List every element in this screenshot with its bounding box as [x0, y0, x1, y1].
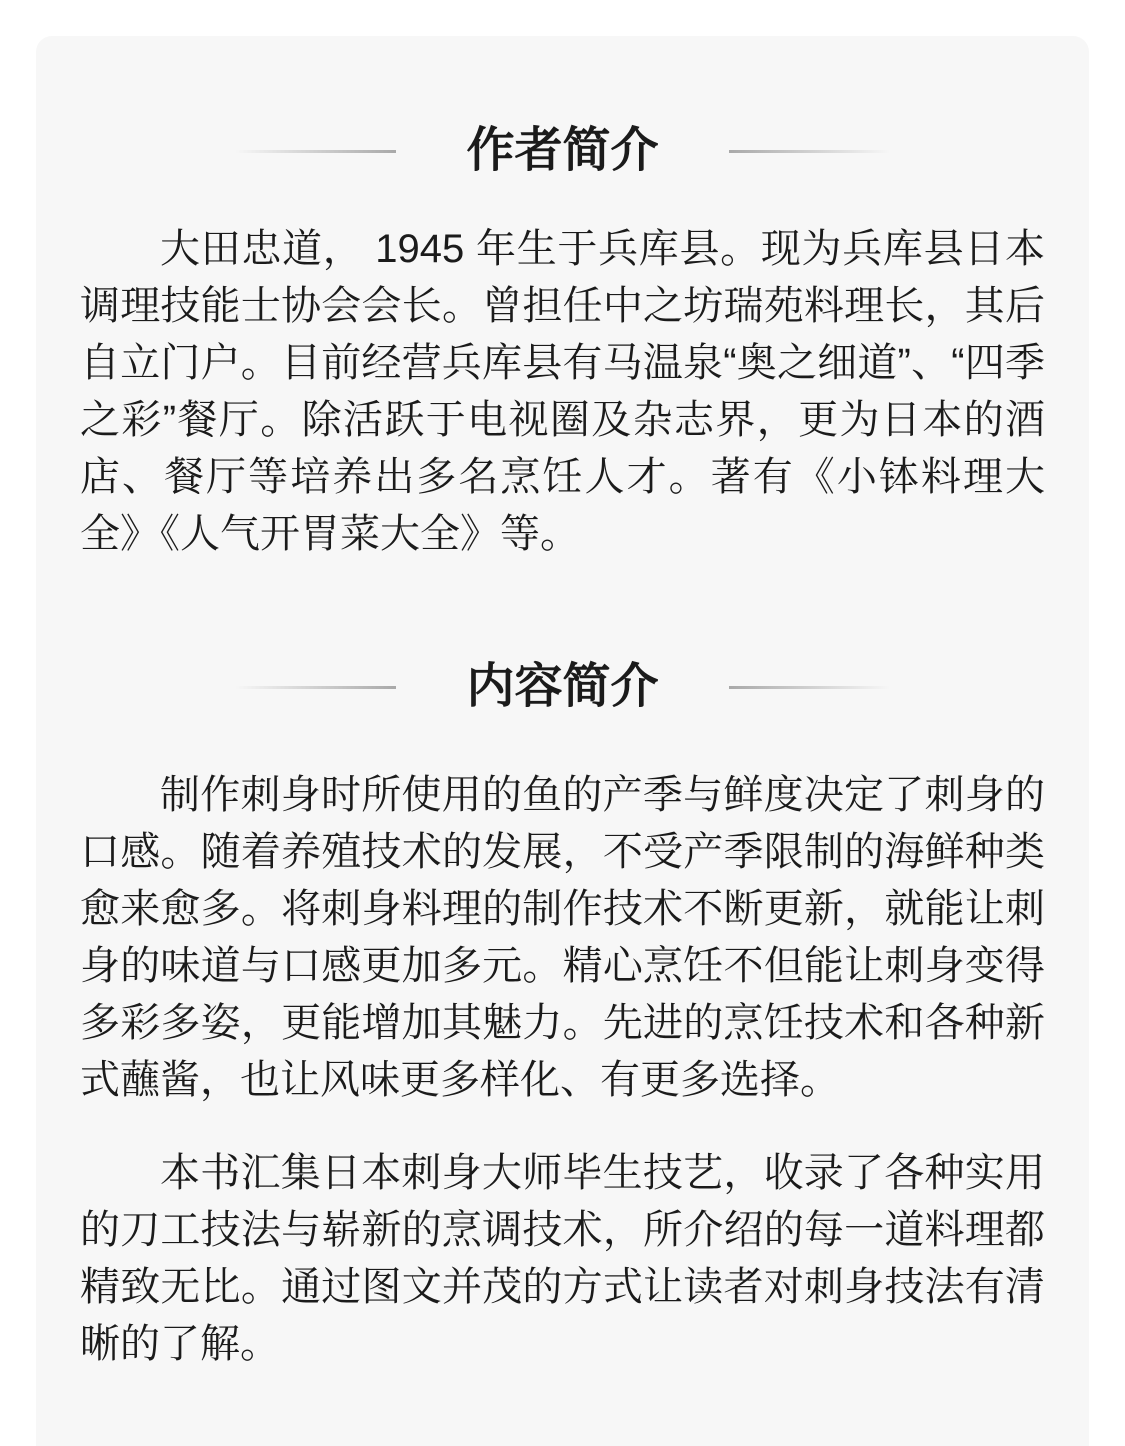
- content-summary-paragraph: 制作刺身时所使用的鱼的产季与鲜度决定了刺身的口感。随着养殖技术的发展，不受产季限制的海鲜种类愈来愈多。将刺身料理的制作技术不断更新，就能让刺身的味道与口感更加多元。精心烹饪不但能让刺身变得多彩多姿，更能增加其魅力。先进的烹饪技术和各种新式蘸酱，也让风味更多样化、有更多选择。: [80, 773, 1045, 1102]
- book-intro-card: [36, 36, 1089, 1446]
- content-section: [80, 660, 1045, 1373]
- content-summary-paragraph: 本书汇集日本刺身大师毕生技艺，收录了各种实用的刀工技法与崭新的烹调技术，所介绍的每一道料理都精致无比。通过图文并茂的方式让读者对刺身技法有清晰的了解。: [80, 1151, 1045, 1366]
- content-section-title: 内容简介: [466, 660, 659, 713]
- content-section-heading: [80, 660, 1045, 713]
- author-section-title: 作者简介: [466, 124, 659, 177]
- heading-divider-left: [235, 686, 396, 689]
- heading-divider-right: [729, 150, 890, 153]
- author-section-heading: [80, 124, 1045, 177]
- author-section: [80, 124, 1045, 563]
- heading-divider-right: [729, 686, 890, 689]
- heading-divider-left: [235, 150, 396, 153]
- author-bio-paragraph: 大田忠道， 1945 年生于兵库县。现为兵库县日本调理技能士协会会长。曾担任中之坊瑞苑料理长，其后自立门户。目前经营兵库县有马温泉“奥之细道”、“四季之彩”餐厅。除活跃于电视圈及杂志界，更为日本的酒店、餐厅等培养出多名烹饪人才。著有《小钵料理大全》《人气开胃菜大全》等。: [80, 227, 1045, 556]
